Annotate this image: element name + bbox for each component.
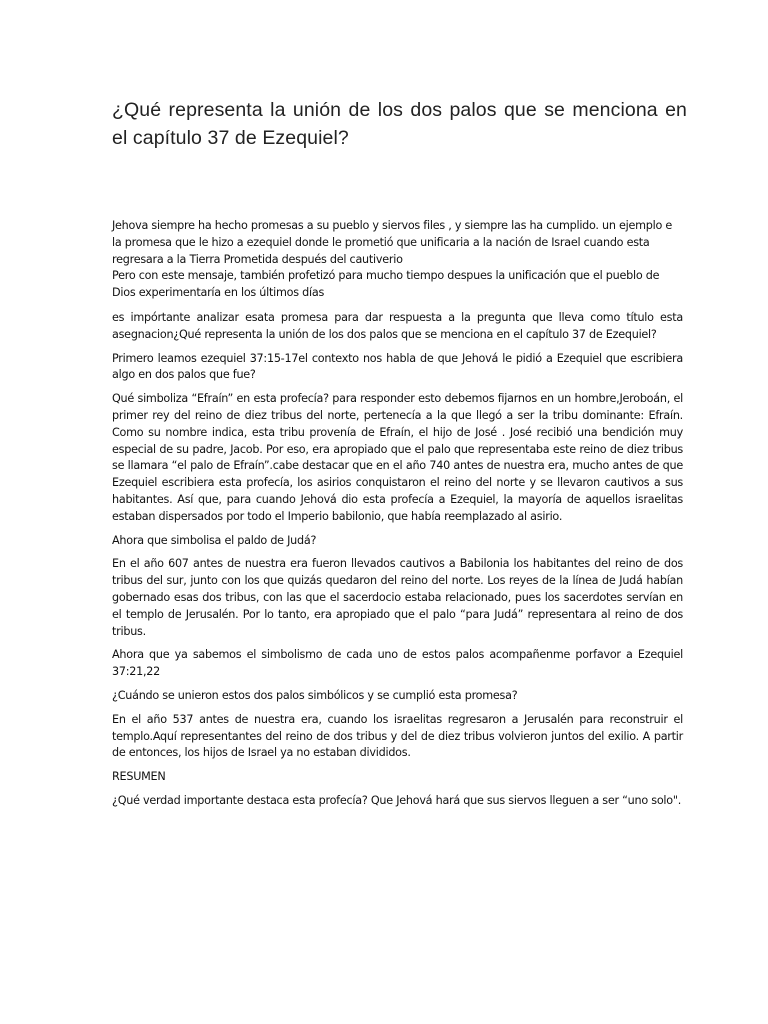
summary-heading: RESUMEN (112, 770, 166, 784)
paragraph-summary: ¿Qué verdad importante destaca esta profecía? Que Jehová hará que sus siervos lleguen a ser “uno solo". (112, 793, 682, 807)
document-title: ¿Qué representa la unión de los dos palos que se menciona en el capítulo 37 de Ezequiel? (112, 99, 687, 149)
document-body (112, 218, 683, 817)
question-juda: Ahora que simbolisa el paldo de Judá? (112, 533, 317, 547)
paragraph-537: En el año 537 antes de nuestra era, cuando los israelitas regresaron a Jerusalén para reconstruir el templo.Aquí representantes del reino de dos tribus y del de diez tribus volvieron juntos del exilio. A partir de entonces, los hijos de Israel ya no estaban divididos. (112, 712, 683, 760)
question-when: ¿Cuándo se unieron estos dos palos simbólicos y se cumplió esta promesa? (112, 688, 518, 702)
paragraph-importance: es impórtante analizar esata promesa para dar respuesta a la pregunta que lleva como título esta asegnacion¿Qué representa la unión de los dos palos que se menciona en el capítulo 37 de Ezequiel? (112, 310, 683, 341)
paragraph-symbolism: Ahora que ya sabemos el simbolismo de cada uno de estos palos acompañenme porfavor a Ezequiel 37:21,22 (112, 648, 683, 679)
paragraph-first-read: Primero leamos ezequiel 37:15-17el contexto nos habla de que Jehová le pidió a Ezequiel que escribiera algo en dos palos que fue? (112, 351, 683, 382)
paragraph-intro: Jehova siempre ha hecho promesas a su pueblo y siervos files , y siempre las ha cumplido. un ejemplo e la promesa que le hizo a ezequiel donde le prometió que unificaria a la nación de Israel cuando esta regresara a la Tierra Prometida después del cautiverio Pero con este mensaje, también profetizó para mucho tiempo despues la unificación que el pueblo de Dios experimentaría en los últimos días (112, 219, 673, 300)
paragraph-efrain: Qué simboliza “Efraín” en esta profecía? para responder esto debemos fijarnos en un hombre,Jeroboán, el primer rey del reino de diez tribus del norte, pertenecía a la que llegó a ser la tribu dominante: Efraín. Como su nombre indica, esta tribu provenía de Efraín, el hijo de José . José recibió una bendición muy especial de su padre, Jacob. Por eso, era apropiado que el palo que representaba este reino de diez tribus se llamara “el palo de Efraín”.cabe destacar que en el año 740 antes de nuestra era, mucho antes de que Ezequiel escribiera esta profecía, los asirios conquistaron el reino del norte y se llevaron cautivos a sus habitantes. Así que, para cuando Jehová dio esta profecía a Ezequiel, la mayoría de aquellos israelitas estaban dispersados por todo el Imperio babilonio, que había reemplazado al asirio. (112, 392, 683, 523)
paragraph-juda: En el año 607 antes de nuestra era fueron llevados cautivos a Babilonia los habitantes del reino de dos tribus del sur, junto con los que quizás quedaron del reino del norte. Los reyes de la línea de Judá habían gobernado esas dos tribus, con las que el sacerdocio estaba relacionado, pues los sacerdotes servían en el templo de Jerusalén. Por lo tanto, era apropiado que el palo “para Judá” representara al reino de dos tribus. (112, 557, 683, 638)
